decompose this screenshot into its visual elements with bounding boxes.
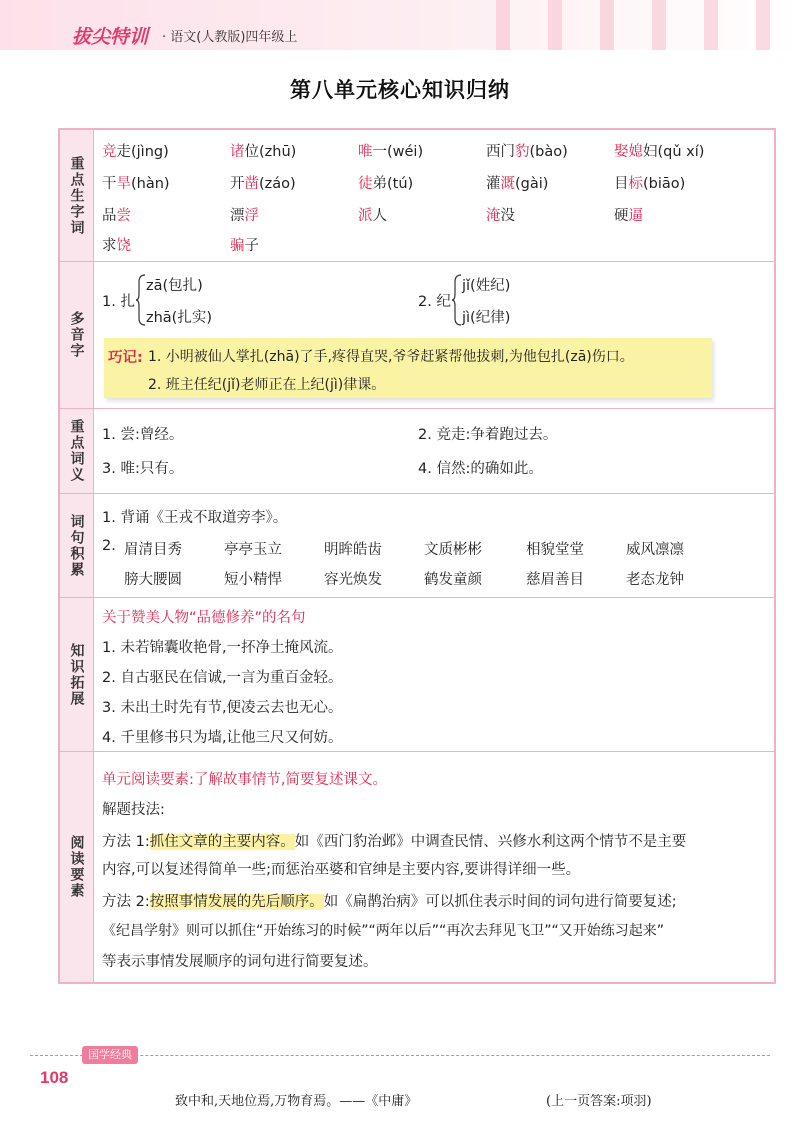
idiom-item: 膀大腰圆 [124, 572, 182, 588]
character-word: 西门豹(bào) [486, 144, 568, 160]
character-word: 求饶 [102, 238, 131, 254]
section-extension [60, 598, 774, 752]
idiom-item: 眉清目秀 [124, 542, 182, 558]
poly-item-2-head: 2. 纪 [418, 294, 451, 310]
character-word: 骗子 [230, 238, 259, 254]
character-word: 灌溉(gài) [486, 176, 549, 192]
quote-item: 2. 自古驱民在信诚,一言为重百金轻。 [102, 670, 343, 686]
character-grid [94, 130, 774, 261]
idiom-item: 容光焕发 [324, 572, 382, 588]
meaning-item: 4. 信然:的确如此。 [418, 461, 543, 477]
series-subtitle: · 语文(人教版)四年级上 [162, 30, 298, 45]
brace-icon [452, 274, 462, 326]
section-label: 词句积累 [60, 494, 94, 597]
method-1-line-1: 方法 1:抓住文章的主要内容。如《西门豹治邺》中调查民情、兴修水利这两个情节不是主要 [102, 834, 687, 850]
method-1-highlight: 抓住文章的主要内容。 [149, 834, 295, 850]
idiom-item: 明眸皓齿 [324, 542, 382, 558]
quote-item: 4. 千里修书只为墙,让他三尺又何妨。 [102, 730, 343, 746]
section-polyphones [60, 262, 774, 409]
character-word: 硬逼 [614, 208, 643, 224]
section-key-meanings [60, 409, 774, 494]
method-2-line-1: 方法 2:按照事情发展的先后顺序。如《扁鹊治病》可以抓住表示时间的词句进行简要复述; [102, 894, 677, 910]
idiom-item: 亭亭玉立 [224, 542, 282, 558]
reading-heading: 单元阅读要素:了解故事情节,简要复述课文。 [102, 772, 387, 788]
quote-item: 1. 未若锦囊收艳骨,一抔净土掩风流。 [102, 640, 343, 656]
method-1-line-2: 内容,可以复述得简单一些;而惩治巫婆和官绅是主要内容,要讲得详细一些。 [102, 862, 581, 878]
section-label: 重点生字词 [60, 130, 94, 261]
method-2-line-3: 等表示事情发展顺序的词句进行简要复述。 [102, 954, 378, 970]
method-2-line-2: 《纪昌学射》则可以抓住“开始练习的时候”“两年以后”“再次去拜见飞卫”“又开始练习起来” [102, 923, 665, 939]
section-label: 知识拓展 [60, 598, 94, 751]
page-title: 第八单元核心知识归纳 [290, 78, 510, 102]
footer-quote: 致中和,天地位焉,万物育焉。——《中庸》 [175, 1094, 418, 1109]
poly-item-1-b: zhā(扎实) [146, 310, 213, 326]
brace-icon [136, 274, 146, 326]
extension-heading: 关于赞美人物“品德修养”的名句 [102, 610, 306, 626]
phrase-line-2-prefix: 2. [102, 538, 116, 554]
section-label: 多音字 [60, 262, 94, 408]
section-label: 阅读要素 [60, 752, 94, 982]
footer-divider [30, 1055, 770, 1056]
character-word: 派人 [358, 208, 387, 224]
phrase-line-1: 1. 背诵《王戎不取道旁李》。 [102, 510, 288, 526]
poly-item-1-a: zā(包扎) [146, 278, 203, 294]
method-2-highlight: 按照事情发展的先后顺序。 [149, 894, 324, 910]
idiom-item: 老态龙钟 [626, 572, 684, 588]
character-word: 开凿(záo) [230, 176, 296, 192]
section-phrases [60, 494, 774, 598]
poly-item-2-b: jì(纪律) [462, 310, 511, 326]
idiom-item: 慈眉善目 [526, 572, 584, 588]
method-title: 解题技法: [102, 802, 165, 818]
poly-item-2-a: jǐ(姓纪) [462, 278, 511, 294]
character-word: 漂浮 [230, 208, 259, 224]
knowledge-table [58, 128, 776, 984]
poly-item-1-head: 1. 扎 [102, 294, 135, 310]
character-word: 诸位(zhū) [230, 144, 297, 160]
idiom-item: 短小精悍 [224, 572, 282, 588]
idiom-item: 相貌堂堂 [526, 542, 584, 558]
character-word: 目标(biāo) [614, 176, 686, 192]
character-word: 娶媳妇(qǔ xí) [614, 144, 705, 160]
idiom-item: 威风凛凛 [626, 542, 684, 558]
section-label: 重点词义 [60, 409, 94, 493]
meaning-item: 1. 尝:曾经。 [102, 427, 184, 443]
memo-tag: 巧记: [108, 350, 143, 366]
section-key-characters [60, 130, 774, 262]
character-word: 品尝 [102, 208, 131, 224]
idiom-item: 鹤发童颜 [424, 572, 482, 588]
meaning-item: 2. 竞走:争着跑过去。 [418, 427, 558, 443]
idiom-item: 文质彬彬 [424, 542, 482, 558]
header-decoration [470, 0, 800, 50]
footer-tag: 国学经典 [82, 1046, 138, 1064]
character-word: 徒弟(tú) [358, 176, 414, 192]
character-word: 淹没 [486, 208, 515, 224]
page-number: 108 [40, 1068, 69, 1087]
quote-item: 3. 未出土时先有节,便凌云去也无心。 [102, 700, 343, 716]
meaning-item: 3. 唯:只有。 [102, 461, 184, 477]
section-reading [60, 752, 774, 982]
character-word: 唯一(wéi) [358, 144, 424, 160]
memo-line-2: 2. 班主任纪(jǐ)老师正在上纪(jì)律课。 [148, 377, 386, 393]
series-title: 拔尖特训 [72, 26, 149, 48]
previous-answer: (上一页答案:项羽) [546, 1094, 652, 1109]
character-word: 竞走(jìng) [102, 144, 169, 160]
character-word: 干旱(hàn) [102, 176, 170, 192]
memo-line-1: 1. 小明被仙人掌扎(zhā)了手,疼得直哭,爷爷赶紧帮他拔刺,为他包扎(zā)伤口。 [148, 349, 634, 365]
